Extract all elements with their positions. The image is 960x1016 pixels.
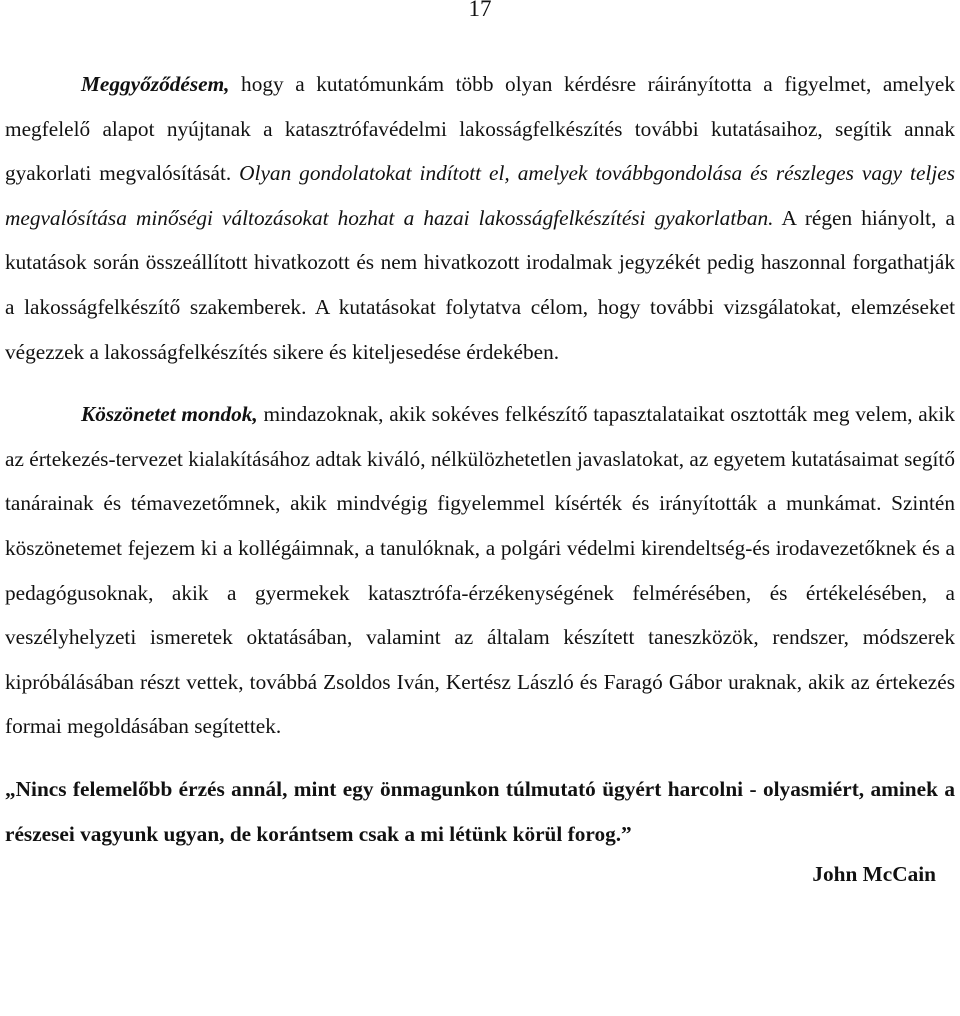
paragraph-text: mindazoknak, akik sokéves felkészítő tapasztalataikat osztották meg velem, akik az értekezés-tervezet kialakításához adtak kiváló, nélkülözhetetlen javaslatokat, az egyetem kutatásaimat segítő tanárainak és témavezetőmnek, akik mindvégig figyelemmel kísérték és irányították a munkámat. Szintén köszönetemet fejezem ki a kollégáimnak, a tanulóknak, a polgári védelmi kirendeltség-és irodavezetőknek és a pedagógusoknak, akik a gyermekek katasztrófa-érzékenységének felmérésében, és értékelésében, a veszélyhelyzeti ismeretek oktatásában, valamint az általam készített taneszközök, rendszer, módszerek kipróbálásában részt vettek, továbbá Zsoldos Iván, Kertész László és Faragó Gábor uraknak, akik az értekezés formai megoldásában segítettek. [5, 402, 955, 739]
paragraph-lead: Meggyőződésem, [81, 72, 230, 96]
closing-quote: „Nincs felemelőbb érzés annál, mint egy önmagunkon túlmutató ügyért harcolni - olyasmiért, aminek a részesei vagyunk ugyan, de korántsem csak a mi létünk körül forog.” [5, 776, 955, 846]
quote-author: John McCain [812, 862, 936, 887]
paragraph-conviction [5, 62, 955, 374]
paragraph-lead: Köszönetet mondok, [81, 402, 258, 427]
italic-passage: Olyan gondolatokat indított el, amelyek továbbgondolása és részleges vagy teljes megvalósítása minőségi változásokat hozhat a hazai lakosságfelkészítési gyakorlatban. [5, 161, 955, 230]
paragraph-text: hogy a kutatómunkám több olyan kérdésre ráirányította a figyelmet, amelyek megfelelő alapot nyújtanak a katasztrófavédelmi lakosságfelkészítés további kutatásaihoz, segítik annak gyakorlati megvalósítását. [5, 72, 955, 186]
page-body [5, 62, 955, 892]
page-number: 17 [468, 0, 492, 21]
paragraph-acknowledgements [5, 392, 955, 749]
paragraph-text: A régen hiányolt, a kutatások során összeállított hivatkozott és nem hivatkozott irodalmak jegyzékét pedig haszonnal forgathatják a lakosságfelkészítő szakemberek. A kutatásokat folytatva célom, hogy további vizsgálatokat, elemzéseket végezzek a lakosságfelkészítés sikere és kiteljesedése érdekében. [5, 205, 955, 364]
